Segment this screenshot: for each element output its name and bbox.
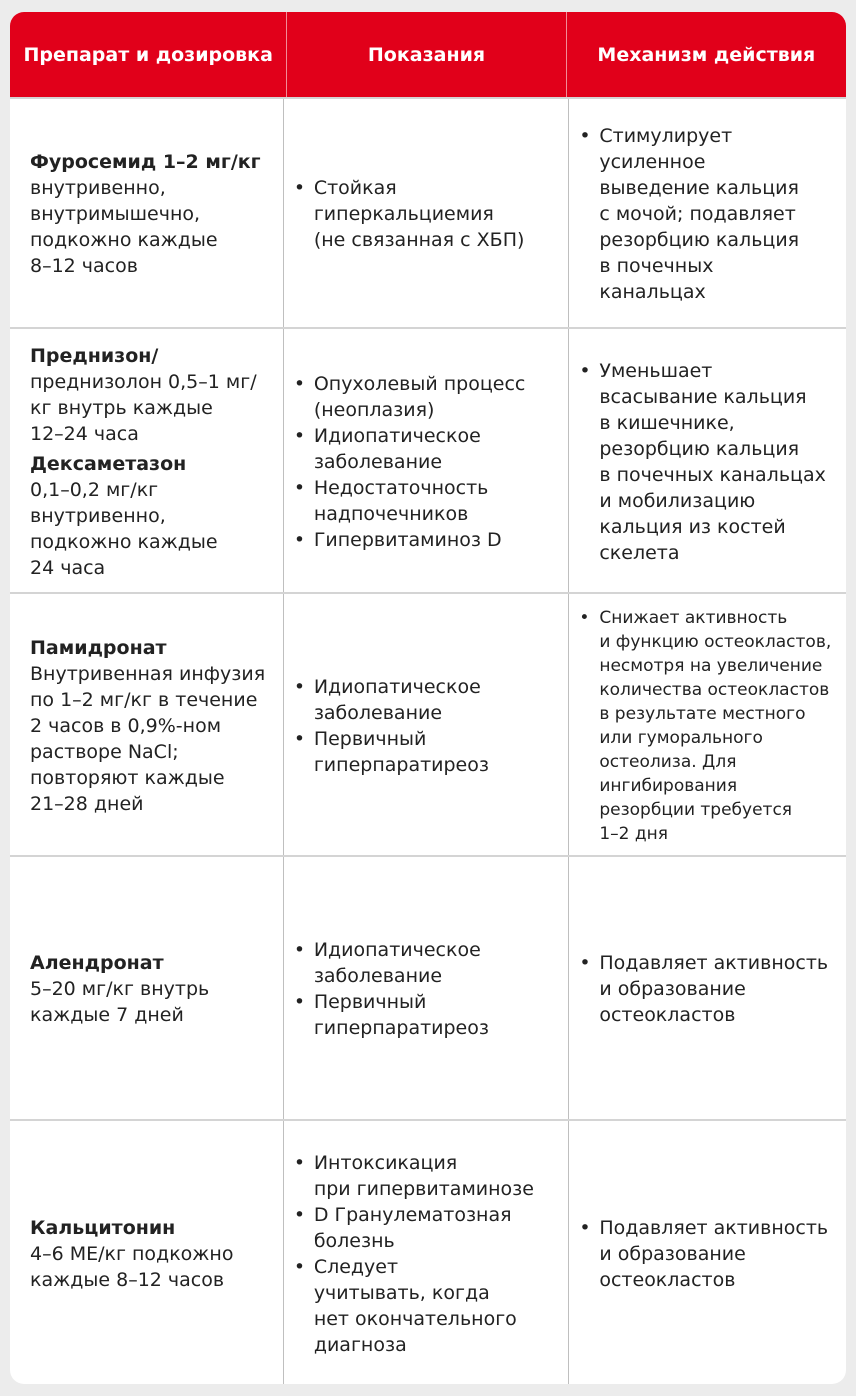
text-line: надпочечников (313, 502, 469, 525)
text-line: заболевание (313, 701, 443, 724)
text-line: остеокластов (599, 1268, 736, 1291)
drug-entry (30, 635, 283, 817)
text-line: по 1–2 мг/кг в течение (30, 688, 258, 711)
text-line: усиленное (599, 151, 706, 173)
text-line: • Следует (313, 1255, 399, 1278)
text-line: гиперпаратиреоз (313, 1017, 489, 1039)
bullet-item (294, 937, 569, 989)
text-line: преднизолон 0,5–1 мг/ (30, 370, 257, 393)
text-line: в почечных (599, 255, 714, 277)
table-row (10, 592, 846, 857)
bullet-item (579, 1215, 846, 1293)
bullet-list (579, 606, 846, 846)
indications-cell (283, 329, 569, 594)
drug-entry (30, 149, 283, 279)
text-line: ингибирования (599, 775, 738, 796)
text-line: канальцах (599, 281, 706, 303)
text-line: количества остеокластов (599, 679, 830, 700)
text-line: • Гипервитаминоз D (313, 528, 502, 551)
bullet-list (294, 674, 569, 778)
bullet-item (294, 371, 569, 423)
drug-cell (10, 329, 283, 594)
text-line: каждые 7 дней (30, 1004, 184, 1026)
bullet-item (294, 423, 569, 475)
text-line: (неоплазия) (313, 398, 435, 421)
text-line: болезнь (313, 1229, 395, 1252)
drug-entry (30, 343, 283, 447)
text-line: 21–28 дней (30, 792, 144, 815)
bullet-item (294, 475, 569, 527)
bullet-item (294, 527, 569, 553)
bullet-list (294, 937, 569, 1041)
bullet-item (579, 123, 846, 305)
indications-cell (283, 857, 569, 1121)
text-line: • Снижает активность (599, 607, 788, 628)
text-line: и образование (599, 1242, 746, 1265)
bullet-item (579, 358, 846, 566)
table-row (10, 97, 846, 329)
text-line: в кишечнике, (599, 411, 735, 434)
text-line: • Первичный (313, 727, 427, 750)
text-line: скелета (599, 541, 680, 564)
text-line: нет окончательного (313, 1307, 517, 1330)
text-line: • D Гранулематозная (313, 1203, 512, 1226)
text-line: и функцию остеокластов, (599, 631, 832, 652)
drug-name: Памидронат (30, 636, 167, 659)
text-line: • Стимулирует (599, 125, 733, 147)
bullet-item (579, 606, 846, 846)
text-line: 4–6 МЕ/кг подкожно (30, 1242, 234, 1265)
indications-cell (283, 99, 569, 329)
bullet-list (579, 358, 846, 566)
bullet-list (579, 950, 846, 1028)
text-line: и мобилизацию (599, 489, 756, 512)
text-line: • Подавляет активность (599, 952, 829, 974)
text-line: • Идиопатическое (313, 424, 481, 447)
text-line: всасывание кальция (599, 385, 807, 408)
drug-name: Дексаметазон (30, 452, 187, 475)
drug-cell (10, 594, 283, 857)
drug-entry (30, 451, 283, 581)
text-line: с мочой; подавляет (599, 203, 796, 225)
drug-table (10, 12, 846, 1384)
text-line: внутривенно, (30, 504, 166, 527)
text-line: подкожно каждые (30, 229, 218, 251)
drug-name: Кальцитонин (30, 1216, 176, 1239)
text-line: внутривенно, (30, 177, 166, 199)
bullet-list (294, 371, 569, 553)
bullet-list (579, 123, 846, 305)
bullet-list (294, 175, 569, 253)
text-line: повторяют каждые (30, 766, 225, 789)
text-line: заболевание (313, 450, 443, 473)
text-line: • Первичный (313, 991, 427, 1013)
table-row (10, 855, 846, 1121)
bullet-list (579, 1215, 846, 1293)
text-line: резорбцию кальция (599, 437, 800, 460)
drug-cell (10, 857, 283, 1121)
text-line: и образование (599, 978, 746, 1000)
text-line: в почечных канальцах (599, 463, 826, 486)
table-header (10, 12, 846, 97)
text-line: 0,1–0,2 мг/кг (30, 478, 159, 501)
header-drug-dosage: Препарат и дозировка (23, 43, 273, 66)
text-line: гиперпаратиреоз (313, 753, 489, 776)
mechanism-cell (568, 1121, 846, 1384)
text-line: кг внутрь каждые (30, 396, 213, 419)
text-line: выведение кальция (599, 177, 799, 199)
bullet-item (579, 950, 846, 1028)
text-line: резорбцию кальция (599, 229, 800, 251)
text-line: 5–20 мг/кг внутрь (30, 978, 210, 1000)
text-line: несмотря на увеличение (599, 655, 823, 676)
text-line: • Подавляет активность (599, 1216, 829, 1239)
mechanism-cell (568, 857, 846, 1121)
text-line: (не связанная с ХБП) (313, 229, 525, 251)
mechanism-cell (568, 329, 846, 594)
table-row (10, 1119, 846, 1384)
drug-cell (10, 1121, 283, 1384)
text-line: при гипервитаминозе (313, 1177, 534, 1200)
text-line: заболевание (313, 965, 443, 987)
bullet-item (294, 175, 569, 253)
text-line: остеокластов (599, 1004, 736, 1026)
text-line: • Стойкая (313, 177, 397, 199)
text-line: • Уменьшает (599, 359, 713, 382)
text-line: Внутривенная инфузия (30, 662, 266, 685)
drug-name: Преднизон/ (30, 344, 159, 367)
text-line: учитывать, когда (313, 1281, 490, 1304)
text-line: каждые 8–12 часов (30, 1268, 225, 1291)
drug-entry (30, 1215, 283, 1293)
indications-cell (283, 594, 569, 857)
text-line: • Недостаточность (313, 476, 489, 499)
drug-name: Алендронат (30, 952, 164, 974)
text-line: • Опухолевый процесс (313, 372, 526, 395)
header-mechanism: Механизм действия (566, 12, 846, 97)
text-line: 12–24 часа (30, 422, 139, 445)
text-line: гиперкальциемия (313, 203, 494, 225)
mechanism-cell (568, 594, 846, 857)
text-line: 24 часа (30, 556, 106, 579)
mechanism-cell (568, 99, 846, 329)
indications-cell (283, 1121, 569, 1384)
text-line: • Интоксикация (313, 1151, 458, 1174)
bullet-item (294, 674, 569, 726)
text-line: резорбции требуется (599, 799, 793, 820)
bullet-item (294, 989, 569, 1041)
text-line: • Идиопатическое (313, 675, 481, 698)
bullet-item (294, 1150, 569, 1202)
text-line: или гуморального (599, 727, 763, 748)
text-line: внутримышечно, (30, 203, 201, 225)
text-line: 8–12 часов (30, 255, 138, 277)
bullet-list (294, 1150, 569, 1358)
text-line: диагноза (313, 1333, 407, 1356)
header-indications: Показания (286, 12, 565, 97)
text-line: в результате местного (599, 703, 806, 724)
text-line: остеолиза. Для (599, 751, 737, 772)
text-line: подкожно каждые (30, 530, 218, 553)
drug-entry (30, 950, 283, 1028)
drug-cell (10, 99, 283, 329)
text-line: 1–2 дня (599, 823, 668, 844)
text-line: кальция из костей (599, 515, 786, 538)
text-line: растворе NaCl; (30, 740, 179, 763)
bullet-item (294, 1202, 569, 1254)
text-line: • Идиопатическое (313, 939, 481, 961)
table-row (10, 327, 846, 594)
bullet-item (294, 1254, 569, 1358)
drug-name: Фуросемид 1–2 мг/кг (30, 151, 261, 173)
bullet-item (294, 726, 569, 778)
text-line: 2 часов в 0,9%-ном (30, 714, 222, 737)
